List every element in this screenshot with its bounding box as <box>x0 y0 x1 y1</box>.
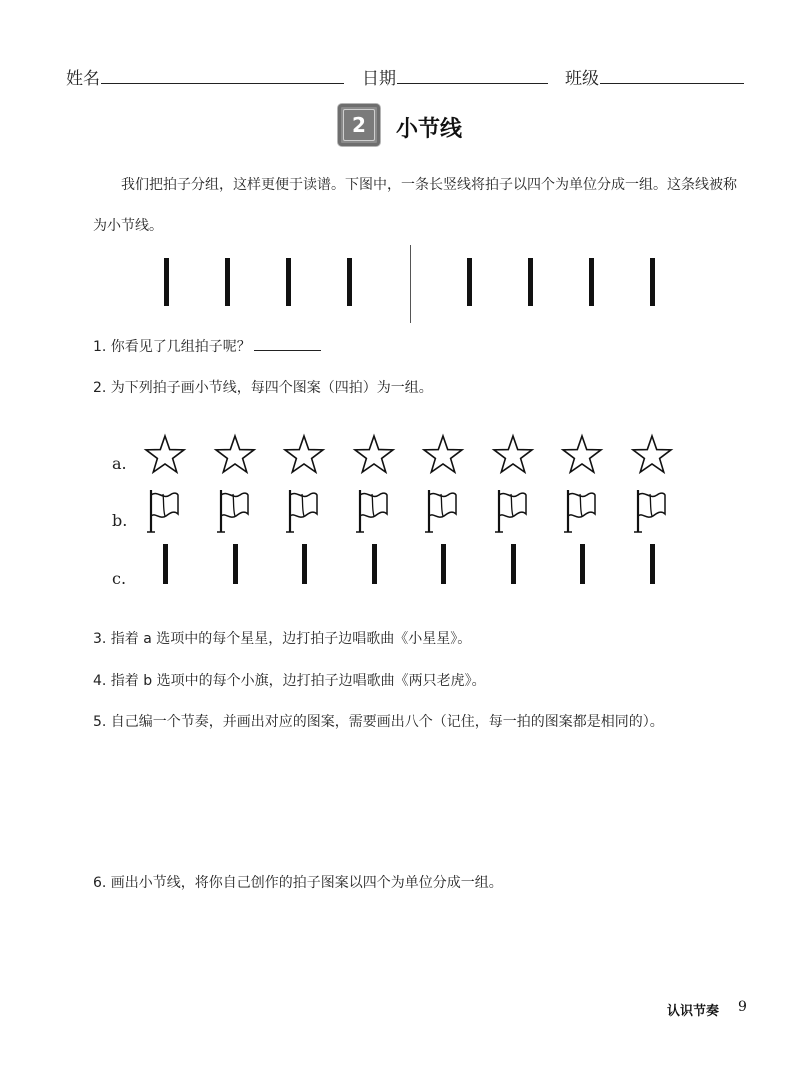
section-title: 小节线 <box>396 117 463 142</box>
name-field[interactable] <box>101 83 344 84</box>
beat-bar <box>580 544 585 584</box>
star-outline-icon <box>282 433 326 477</box>
flag-outline-icon <box>284 488 324 534</box>
example-beat <box>164 258 169 306</box>
intro-line-1: 我们把拍子分组，这样更便于读谱。下图中，一条长竖线将拍子以四个为单位分成一组。这条线被称 <box>121 177 737 193</box>
question-3: 3. 指着 a 选项中的每个星星，边打拍子边唱歌曲《小星星》。 <box>93 631 472 647</box>
flag-outline-icon <box>423 488 463 534</box>
question-5: 5. 自己编一个节奏，并画出对应的图案，需要画出八个（记住，每一拍的图案都是相同的）。 <box>93 714 664 730</box>
flag-outline-icon <box>493 488 533 534</box>
example-beat <box>347 258 352 306</box>
beat-bar <box>511 544 516 584</box>
question-2: 2. 为下列拍子画小节线，每四个图案（四拍）为一组。 <box>93 380 433 396</box>
star-outline-icon <box>630 433 674 477</box>
class-label: 班级 <box>565 69 599 89</box>
example-beat <box>650 258 655 306</box>
bar-line <box>410 245 411 323</box>
star-outline-icon <box>421 433 465 477</box>
question-1: 1. 你看见了几组拍子呢？ <box>93 339 251 355</box>
flag-outline-icon <box>215 488 255 534</box>
flag-outline-icon <box>632 488 672 534</box>
intro-line-2: 为小节线。 <box>93 218 163 234</box>
question-5-drawing-area[interactable] <box>93 740 743 860</box>
flag-outline-icon <box>145 488 185 534</box>
star-outline-icon <box>213 433 257 477</box>
row-c-label: c. <box>112 569 127 588</box>
page-number: 9 <box>738 999 747 1015</box>
date-label: 日期 <box>362 69 396 89</box>
section-number: 2 <box>343 109 375 141</box>
question-6: 6. 画出小节线，将你自己创作的拍子图案以四个为单位分成一组。 <box>93 875 503 891</box>
question-1-answer-blank[interactable] <box>254 350 321 351</box>
flag-outline-icon <box>562 488 602 534</box>
flag-outline-icon <box>354 488 394 534</box>
example-beat <box>225 258 230 306</box>
beat-bar <box>372 544 377 584</box>
beat-bar <box>441 544 446 584</box>
beat-bar <box>233 544 238 584</box>
row-b-label: b. <box>112 511 128 530</box>
beat-bar <box>163 544 168 584</box>
section-number-badge <box>338 104 380 146</box>
star-outline-icon <box>560 433 604 477</box>
question-4: 4. 指着 b 选项中的每个小旗，边打拍子边唱歌曲《两只老虎》。 <box>93 673 486 689</box>
beat-bar <box>302 544 307 584</box>
example-beat <box>467 258 472 306</box>
star-outline-icon <box>352 433 396 477</box>
example-beat <box>286 258 291 306</box>
beat-bar <box>650 544 655 584</box>
class-field[interactable] <box>600 83 744 84</box>
star-outline-icon <box>491 433 535 477</box>
name-label: 姓名 <box>66 69 100 89</box>
example-beat <box>589 258 594 306</box>
row-a-label: a. <box>112 454 127 473</box>
footer-book-title: 认识节奏 <box>667 1004 720 1019</box>
star-outline-icon <box>143 433 187 477</box>
question-6-drawing-area[interactable] <box>93 900 743 990</box>
date-field[interactable] <box>397 83 548 84</box>
example-beat <box>528 258 533 306</box>
